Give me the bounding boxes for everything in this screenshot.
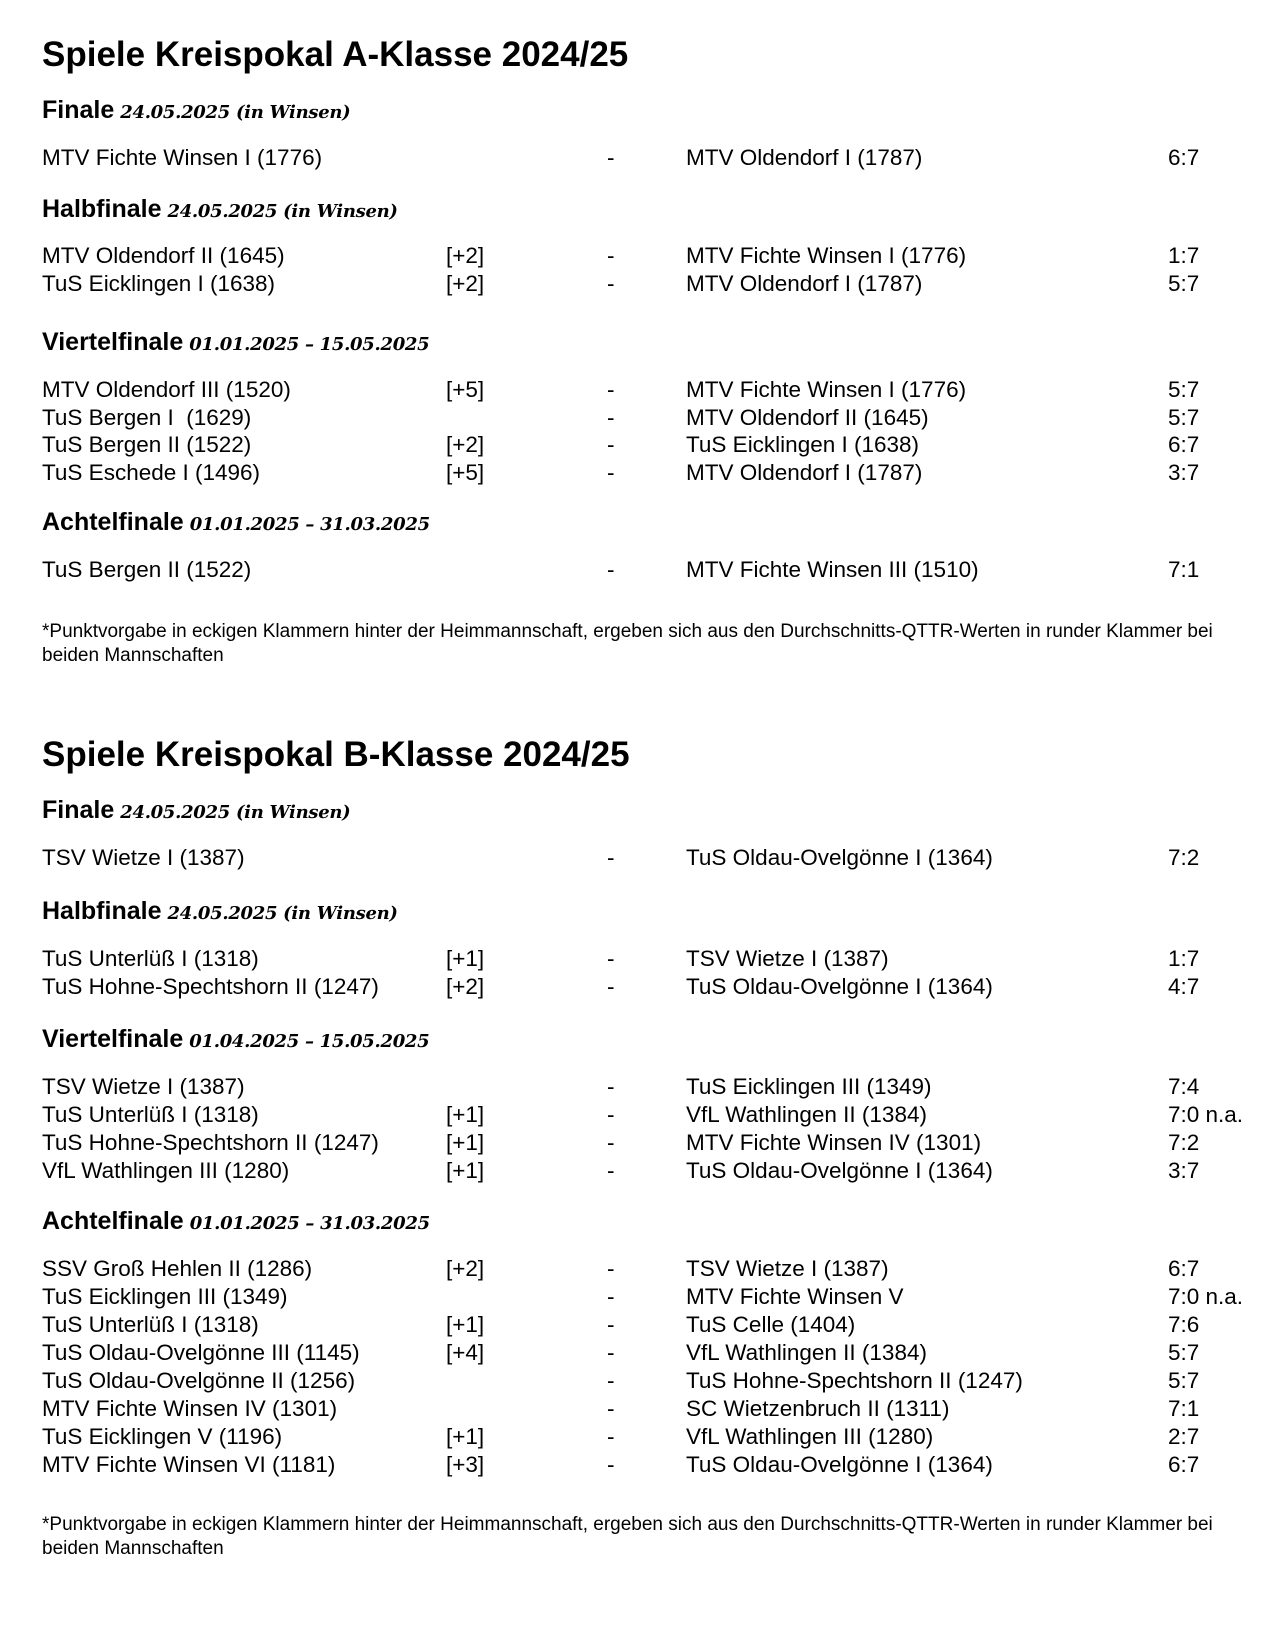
match-row bbox=[42, 556, 1242, 584]
match-result: 5:7 bbox=[1168, 271, 1200, 296]
versus-dash: - bbox=[607, 974, 615, 999]
away-team: MTV Oldendorf II (1645) bbox=[686, 405, 929, 430]
handicap: [+1] bbox=[446, 1424, 485, 1449]
round-date: 01.01.2025 – 31.03.2025 bbox=[189, 1213, 430, 1234]
match-row bbox=[42, 1451, 1242, 1479]
away-team: TSV Wietze I (1387) bbox=[686, 946, 889, 971]
handicap: [+2] bbox=[446, 974, 485, 999]
match-result: 6:7 bbox=[1168, 1256, 1200, 1281]
versus-dash: - bbox=[607, 145, 615, 170]
match-result: 7:1 bbox=[1168, 557, 1200, 582]
away-team: TuS Oldau-Ovelgönne I (1364) bbox=[686, 974, 993, 999]
away-team: TuS Eicklingen I (1638) bbox=[686, 432, 920, 457]
match-result: 5:7 bbox=[1168, 377, 1200, 402]
versus-dash: - bbox=[607, 845, 615, 870]
home-team: MTV Fichte Winsen VI (1181) bbox=[42, 1452, 336, 1477]
away-team: TSV Wietze I (1387) bbox=[686, 1256, 889, 1281]
handicap: [+2] bbox=[446, 243, 485, 268]
away-team: TuS Hohne-Spechtshorn II (1247) bbox=[686, 1368, 1023, 1393]
round-date: 24.05.2025 (in Winsen) bbox=[120, 102, 351, 123]
round-name: Achtelfinale bbox=[42, 508, 184, 536]
versus-dash: - bbox=[607, 557, 615, 582]
home-team: TuS Hohne-Spechtshorn II (1247) bbox=[42, 974, 379, 999]
match-row bbox=[42, 1157, 1242, 1185]
handicap: [+5] bbox=[446, 377, 485, 402]
versus-dash: - bbox=[607, 1284, 615, 1309]
away-team: VfL Wathlingen III (1280) bbox=[686, 1424, 934, 1449]
match-result: 6:7 bbox=[1168, 1452, 1200, 1477]
match-result: 6:7 bbox=[1168, 145, 1200, 170]
away-team: VfL Wathlingen II (1384) bbox=[686, 1102, 927, 1127]
versus-dash: - bbox=[607, 1158, 615, 1183]
versus-dash: - bbox=[607, 946, 615, 971]
section-title: Spiele Kreispokal A-Klasse 2024/25 bbox=[42, 35, 629, 74]
match-row bbox=[42, 270, 1242, 298]
versus-dash: - bbox=[607, 1368, 615, 1393]
home-team: TSV Wietze I (1387) bbox=[42, 1074, 245, 1099]
match-result: 7:4 bbox=[1168, 1074, 1200, 1099]
round-name: Viertelfinale bbox=[42, 1025, 184, 1053]
handicap: [+1] bbox=[446, 1102, 485, 1127]
match-row bbox=[42, 1395, 1242, 1423]
match-row bbox=[42, 404, 1242, 432]
round-heading-viertelfinale bbox=[42, 328, 429, 357]
match-row bbox=[42, 242, 1242, 270]
match-result: 5:7 bbox=[1168, 1340, 1200, 1365]
match-row bbox=[42, 1129, 1242, 1157]
match-row bbox=[42, 1423, 1242, 1451]
round-name: Achtelfinale bbox=[42, 1207, 184, 1235]
versus-dash: - bbox=[607, 1452, 615, 1477]
home-team: TuS Hohne-Spechtshorn II (1247) bbox=[42, 1130, 379, 1155]
versus-dash: - bbox=[607, 1256, 615, 1281]
home-team: TuS Unterlüß I (1318) bbox=[42, 1102, 259, 1127]
home-team: MTV Fichte Winsen IV (1301) bbox=[42, 1396, 338, 1421]
match-result: 4:7 bbox=[1168, 974, 1200, 999]
home-team: TuS Oldau-Ovelgönne II (1256) bbox=[42, 1368, 356, 1393]
versus-dash: - bbox=[607, 1396, 615, 1421]
round-heading-achtelfinale bbox=[42, 508, 430, 537]
match-row bbox=[42, 1311, 1242, 1339]
round-date: 01.01.2025 – 31.03.2025 bbox=[189, 514, 430, 535]
away-team: TuS Oldau-Ovelgönne I (1364) bbox=[686, 845, 993, 870]
handicap: [+1] bbox=[446, 1130, 485, 1155]
round-date: 24.05.2025 (in Winsen) bbox=[120, 802, 351, 823]
match-result: 7:1 bbox=[1168, 1396, 1200, 1421]
match-row bbox=[42, 1073, 1242, 1101]
round-name: Finale bbox=[42, 96, 115, 124]
home-team: TuS Bergen I (1629) bbox=[42, 405, 252, 430]
round-name: Halbfinale bbox=[42, 195, 162, 223]
home-team: TuS Oldau-Ovelgönne III (1145) bbox=[42, 1340, 360, 1365]
round-heading-halbfinale bbox=[42, 897, 398, 926]
versus-dash: - bbox=[607, 1102, 615, 1127]
home-team: TuS Eicklingen V (1196) bbox=[42, 1424, 283, 1449]
handicap: [+2] bbox=[446, 1256, 485, 1281]
away-team: SC Wietzenbruch II (1311) bbox=[686, 1396, 950, 1421]
match-result: 7:6 bbox=[1168, 1312, 1200, 1337]
match-result: 6:7 bbox=[1168, 432, 1200, 457]
round-date: 24.05.2025 (in Winsen) bbox=[167, 903, 398, 924]
handicap: [+1] bbox=[446, 946, 485, 971]
match-result: 7:0 n.a. bbox=[1168, 1102, 1244, 1127]
match-result: 3:7 bbox=[1168, 460, 1200, 485]
home-team: TuS Eicklingen III (1349) bbox=[42, 1284, 288, 1309]
home-team: TSV Wietze I (1387) bbox=[42, 845, 245, 870]
versus-dash: - bbox=[607, 377, 615, 402]
away-team: VfL Wathlingen II (1384) bbox=[686, 1340, 927, 1365]
versus-dash: - bbox=[607, 1130, 615, 1155]
round-name: Finale bbox=[42, 796, 115, 824]
round-name: Halbfinale bbox=[42, 897, 162, 925]
versus-dash: - bbox=[607, 1424, 615, 1449]
round-heading-finale bbox=[42, 796, 350, 825]
round-date: 01.01.2025 – 15.05.2025 bbox=[189, 334, 430, 355]
match-row bbox=[42, 1283, 1242, 1311]
handicap: [+1] bbox=[446, 1312, 485, 1337]
away-team: TuS Eicklingen III (1349) bbox=[686, 1074, 932, 1099]
home-team: VfL Wathlingen III (1280) bbox=[42, 1158, 290, 1183]
away-team: TuS Celle (1404) bbox=[686, 1312, 856, 1337]
match-row bbox=[42, 1255, 1242, 1283]
match-row bbox=[42, 459, 1242, 487]
home-team: MTV Oldendorf III (1520) bbox=[42, 377, 291, 402]
footnote: *Punktvorgabe in eckigen Klammern hinter der Heimmannschaft, ergeben sich aus den Durchschnitts-QTTR-Werten in runder Klammer bei beiden Mannschaften bbox=[42, 621, 1213, 666]
away-team: MTV Fichte Winsen I (1776) bbox=[686, 377, 967, 402]
away-team: MTV Fichte Winsen I (1776) bbox=[686, 243, 967, 268]
away-team: MTV Oldendorf I (1787) bbox=[686, 145, 923, 170]
handicap: [+1] bbox=[446, 1158, 485, 1183]
versus-dash: - bbox=[607, 243, 615, 268]
match-result: 5:7 bbox=[1168, 405, 1200, 430]
round-heading-finale bbox=[42, 96, 350, 125]
round-date: 24.05.2025 (in Winsen) bbox=[167, 201, 398, 222]
away-team: TuS Oldau-Ovelgönne I (1364) bbox=[686, 1158, 993, 1183]
match-result: 7:2 bbox=[1168, 1130, 1200, 1155]
away-team: TuS Oldau-Ovelgönne I (1364) bbox=[686, 1452, 993, 1477]
home-team: MTV Oldendorf II (1645) bbox=[42, 243, 285, 268]
home-team: TuS Eschede I (1496) bbox=[42, 460, 261, 485]
handicap: [+5] bbox=[446, 460, 485, 485]
away-team: MTV Oldendorf I (1787) bbox=[686, 460, 923, 485]
round-heading-achtelfinale bbox=[42, 1207, 430, 1236]
match-row bbox=[42, 1367, 1242, 1395]
match-row bbox=[42, 431, 1242, 459]
section-title: Spiele Kreispokal B-Klasse 2024/25 bbox=[42, 735, 630, 774]
home-team: SSV Groß Hehlen II (1286) bbox=[42, 1256, 313, 1281]
away-team: MTV Fichte Winsen III (1510) bbox=[686, 557, 979, 582]
versus-dash: - bbox=[607, 405, 615, 430]
footnote: *Punktvorgabe in eckigen Klammern hinter der Heimmannschaft, ergeben sich aus den Durchschnitts-QTTR-Werten in runder Klammer bei beiden Mannschaften bbox=[42, 1514, 1213, 1559]
away-team: MTV Oldendorf I (1787) bbox=[686, 271, 923, 296]
round-date: 01.04.2025 – 15.05.2025 bbox=[189, 1031, 430, 1052]
versus-dash: - bbox=[607, 460, 615, 485]
versus-dash: - bbox=[607, 1074, 615, 1099]
match-result: 2:7 bbox=[1168, 1424, 1200, 1449]
match-result: 7:0 n.a. bbox=[1168, 1284, 1244, 1309]
home-team: TuS Unterlüß I (1318) bbox=[42, 1312, 259, 1337]
handicap: [+2] bbox=[446, 432, 485, 457]
match-row bbox=[42, 144, 1242, 172]
match-row bbox=[42, 844, 1242, 872]
handicap: [+4] bbox=[446, 1340, 485, 1365]
home-team: TuS Bergen II (1522) bbox=[42, 557, 252, 582]
versus-dash: - bbox=[607, 1340, 615, 1365]
handicap: [+3] bbox=[446, 1452, 485, 1477]
home-team: TuS Bergen II (1522) bbox=[42, 432, 252, 457]
home-team: MTV Fichte Winsen I (1776) bbox=[42, 145, 323, 170]
versus-dash: - bbox=[607, 432, 615, 457]
versus-dash: - bbox=[607, 271, 615, 296]
home-team: TuS Eicklingen I (1638) bbox=[42, 271, 276, 296]
versus-dash: - bbox=[607, 1312, 615, 1337]
match-row bbox=[42, 1339, 1242, 1367]
match-row bbox=[42, 376, 1242, 404]
match-result: 1:7 bbox=[1168, 946, 1200, 971]
match-result: 1:7 bbox=[1168, 243, 1200, 268]
match-row bbox=[42, 1101, 1242, 1129]
away-team: MTV Fichte Winsen V bbox=[686, 1284, 904, 1309]
match-row bbox=[42, 973, 1242, 1001]
away-team: MTV Fichte Winsen IV (1301) bbox=[686, 1130, 982, 1155]
handicap: [+2] bbox=[446, 271, 485, 296]
home-team: TuS Unterlüß I (1318) bbox=[42, 946, 259, 971]
round-name: Viertelfinale bbox=[42, 328, 184, 356]
match-result: 7:2 bbox=[1168, 845, 1200, 870]
match-result: 3:7 bbox=[1168, 1158, 1200, 1183]
round-heading-viertelfinale bbox=[42, 1025, 429, 1054]
match-result: 5:7 bbox=[1168, 1368, 1200, 1393]
round-heading-halbfinale bbox=[42, 195, 398, 224]
match-row bbox=[42, 945, 1242, 973]
